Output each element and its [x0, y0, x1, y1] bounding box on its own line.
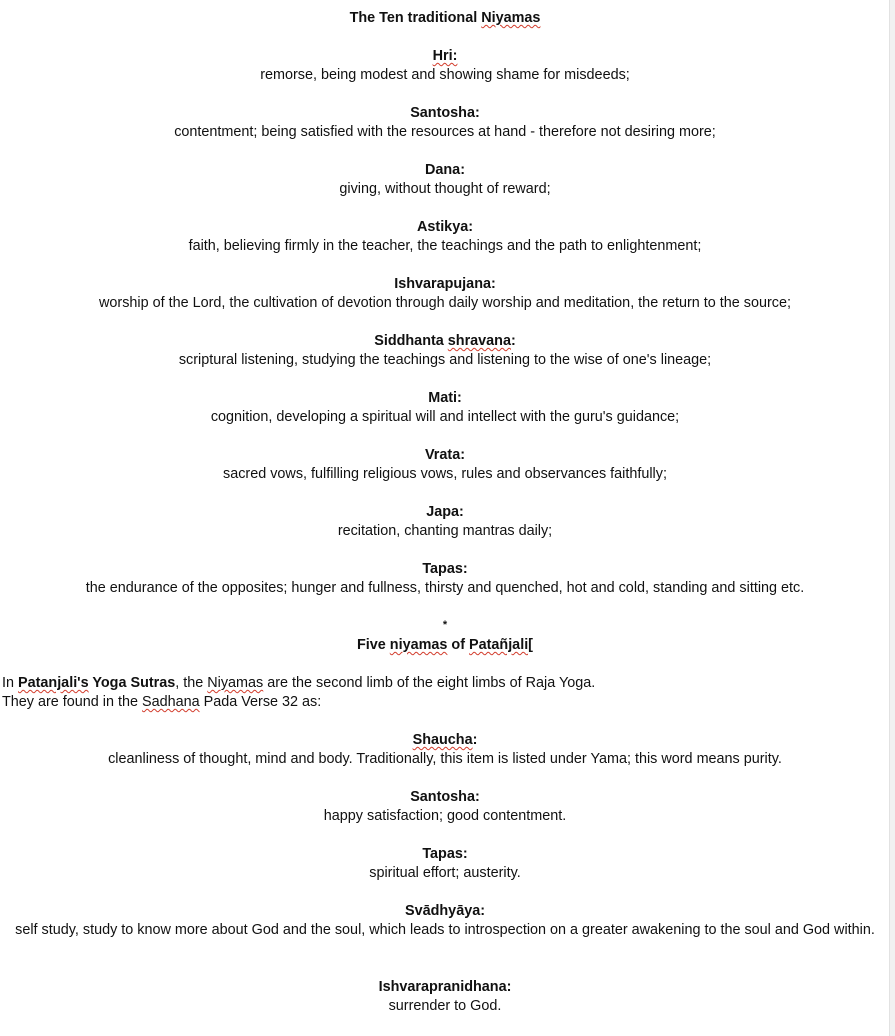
niyama-entry-vrata: [0, 446, 890, 484]
niyama-definition: the endurance of the opposites; hunger and fullness, thirsty and quenched, hot and cold, standing and sitting etc.: [85, 580, 805, 596]
intro-paragraph: [2, 674, 882, 712]
window-scroll-edge[interactable]: [889, 0, 895, 1036]
niyama-entry-siddhanta-shravana: [0, 332, 890, 370]
niyama-entry-hri: [0, 47, 890, 85]
patanjali-entry-tapas: [0, 845, 890, 883]
niyama-definition: happy satisfaction; good contentment.: [323, 808, 567, 824]
niyama-entry-astikya: [0, 218, 890, 256]
niyama-term: Ishvarapranidhana:: [378, 979, 512, 995]
intro-line-1: In Patanjali's Yoga Sutras, the Niyamas are the second limb of the eight limbs of Raja Yoga.: [2, 675, 596, 691]
niyama-definition: giving, without thought of reward;: [339, 181, 551, 197]
page-title: [0, 9, 890, 28]
niyama-term: Tapas:: [422, 561, 468, 577]
patanjali-entry-shaucha: [0, 731, 890, 769]
spellcheck-word[interactable]: Patañjali[: [469, 637, 533, 653]
niyama-entry-ishvarapujana: [0, 275, 890, 313]
niyama-definition: recitation, chanting mantras daily;: [337, 523, 553, 539]
spellcheck-word[interactable]: shravana: [447, 333, 511, 349]
niyama-term: Svādhyāya:: [405, 903, 485, 919]
niyama-definition: surrender to God.: [388, 998, 502, 1014]
spellcheck-word[interactable]: Shaucha: [412, 732, 473, 748]
niyama-term: Santosha:: [410, 105, 480, 121]
niyama-term: Ishvarapujana:: [394, 276, 496, 292]
niyama-term: [0, 47, 890, 66]
patanjali-entry-santosha: [0, 788, 890, 826]
niyama-entry-santosha: [0, 104, 890, 142]
niyama-term: Japa:: [426, 504, 464, 520]
niyama-term: Shaucha:: [412, 732, 478, 748]
niyama-term: Siddhanta shravana:: [374, 333, 516, 349]
page-title-text: The Ten traditional Niyamas: [349, 10, 541, 26]
spellcheck-word[interactable]: Patanjali's: [18, 675, 89, 691]
patanjali-entry-ishvarapranidhana: [0, 978, 890, 1016]
niyama-term: Santosha:: [410, 789, 480, 805]
spellcheck-word[interactable]: niyamas: [389, 637, 448, 653]
niyama-entry-mati: [0, 389, 890, 427]
niyama-term: Mati:: [428, 390, 462, 406]
niyama-entry-dana: [0, 161, 890, 199]
patanjali-entry-svadhyaya: [0, 902, 890, 940]
niyama-definition: faith, believing firmly in the teacher, the teachings and the path to enlightenment;: [188, 238, 702, 254]
section-separator: *: [442, 619, 448, 631]
niyama-term: Astikya:: [417, 219, 473, 235]
spellcheck-word[interactable]: Niyamas: [207, 675, 264, 691]
niyama-term: Tapas:: [422, 846, 468, 862]
niyama-definition: self study, study to know more about God and the soul, which leads to introspection on a greater awakening to the soul and God within.: [15, 922, 875, 938]
niyama-term: Dana:: [425, 162, 465, 178]
niyama-definition: spiritual effort; austerity.: [369, 865, 521, 881]
niyama-definition: contentment; being satisfied with the resources at hand - therefore not desiring more;: [174, 124, 716, 140]
niyama-definition: cleanliness of thought, mind and body. Traditionally, this item is listed under Yama; this word means purity.: [108, 751, 782, 767]
section-subtitle: Five niyamas of Patañjali[: [357, 637, 533, 653]
niyama-definition: cognition, developing a spiritual will and intellect with the guru's guidance;: [210, 409, 680, 425]
intro-line-2: They are found in the Sadhana Pada Verse 32 as:: [2, 694, 322, 710]
niyama-term: Vrata:: [425, 447, 465, 463]
niyama-definition: scriptural listening, studying the teachings and listening to the wise of one's lineage;: [178, 352, 712, 368]
niyama-definition: remorse, being modest and showing shame for misdeeds;: [260, 67, 630, 83]
niyama-definition: worship of the Lord, the cultivation of devotion through daily worship and meditation, the return to the source;: [99, 295, 791, 311]
spellcheck-word[interactable]: Sadhana: [142, 694, 200, 710]
spellcheck-word[interactable]: Hri:: [432, 48, 458, 64]
spellcheck-word[interactable]: Niyamas: [481, 10, 541, 26]
niyama-entry-tapas: [0, 560, 890, 598]
niyama-entry-japa: [0, 503, 890, 541]
niyama-definition: sacred vows, fulfilling religious vows, rules and observances faithfully;: [223, 466, 667, 482]
